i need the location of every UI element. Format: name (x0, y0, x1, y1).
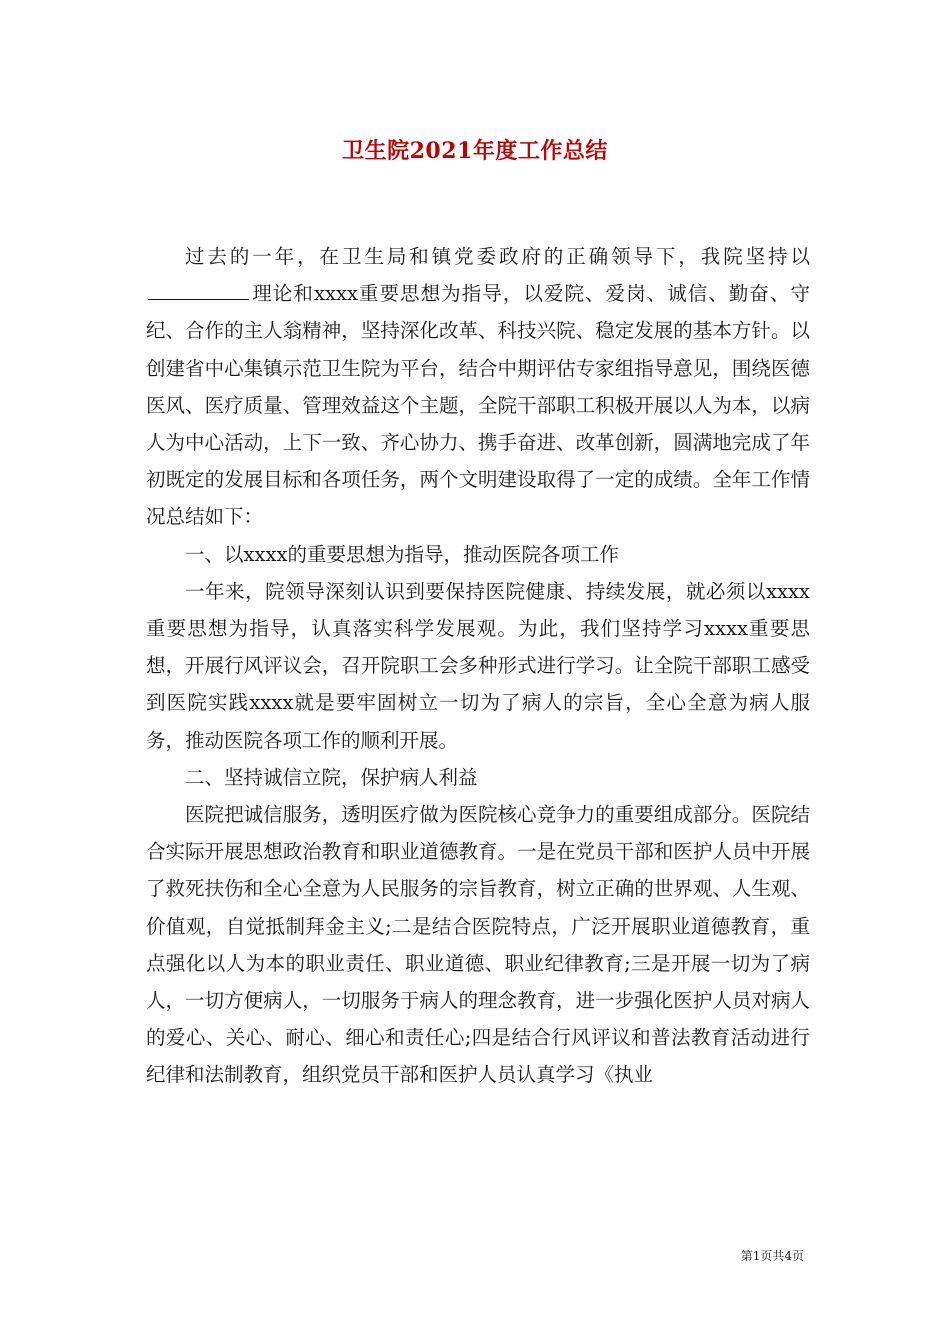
section1-paragraph: 一年来，院领导深刻认识到要保持医院健康、持续发展，就必须以xxxx重要思想为指导，认真落实科学发展观。为此，我们坚持学习xxxx重要思想，开展行风评议会，召开院职工会多种形式进行学习。让全院干部职工感受到医院实践xxxx就是要牢固树立一切为了病人的宗旨，全心全意为病人服务，推动医院各项工作的顺利开展。 (146, 579, 810, 752)
intro-text-part2: 理论和xxxx重要思想为指导，以爱院、爱岗、诚信、勤奋、守纪、合作的主人翁精神，坚持深化改革、科技兴院、稳定发展的基本方针。以创建省中心集镇示范卫生院为平台，结合中期评估专家组指导意见，围绕医德医风、医疗质量、管理效益这个主题，全院干部职工积极开展以人为本，以病人为中心活动，上下一致、齐心协力、携手奋进、改革创新，圆满地完成了年初既定的发展目标和各项任务，两个文明建设取得了一定的成绩。全年工作情况总结如下： (146, 282, 810, 529)
intro-paragraph (146, 238, 810, 536)
page-title: 卫生院2021年度工作总结 (342, 138, 608, 164)
intro-text-part1: 过去的一年，在卫生局和镇党委政府的正确领导下，我院坚持以 (185, 245, 810, 268)
section1-heading: 一、以xxxx的重要思想为指导，推动医院各项工作 (185, 542, 619, 566)
document-body (146, 238, 810, 1094)
section2-paragraph: 医院把诚信服务，透明医疗做为医院核心竞争力的重要组成部分。医院结合实际开展思想政治教育和职业道德教育。一是在党员干部和医护人员中开展了救死扶伤和全心全意为人民服务的宗旨教育，树立正确的世界观、人生观、价值观，自觉抵制拜金主义;二是结合医院特点，广泛开展职业道德教育，重点强化以人为本的职业责任、职业道德、职业纪律教育;三是开展一切为了病人，一切方便病人，一切服务于病人的理念教育，进一步强化医护人员对病人的爱心、关心、耐心、细心和责任心;四是结合行风评议和普法教育活动进行纪律和法制教育，组织党员干部和医护人员认真学习《执业 (146, 803, 810, 1087)
section2-heading: 二、坚持诚信立院，保护病人利益 (185, 765, 478, 789)
page-number: 第1页共4页 (740, 1249, 804, 1263)
blank-fill-line (148, 278, 249, 300)
